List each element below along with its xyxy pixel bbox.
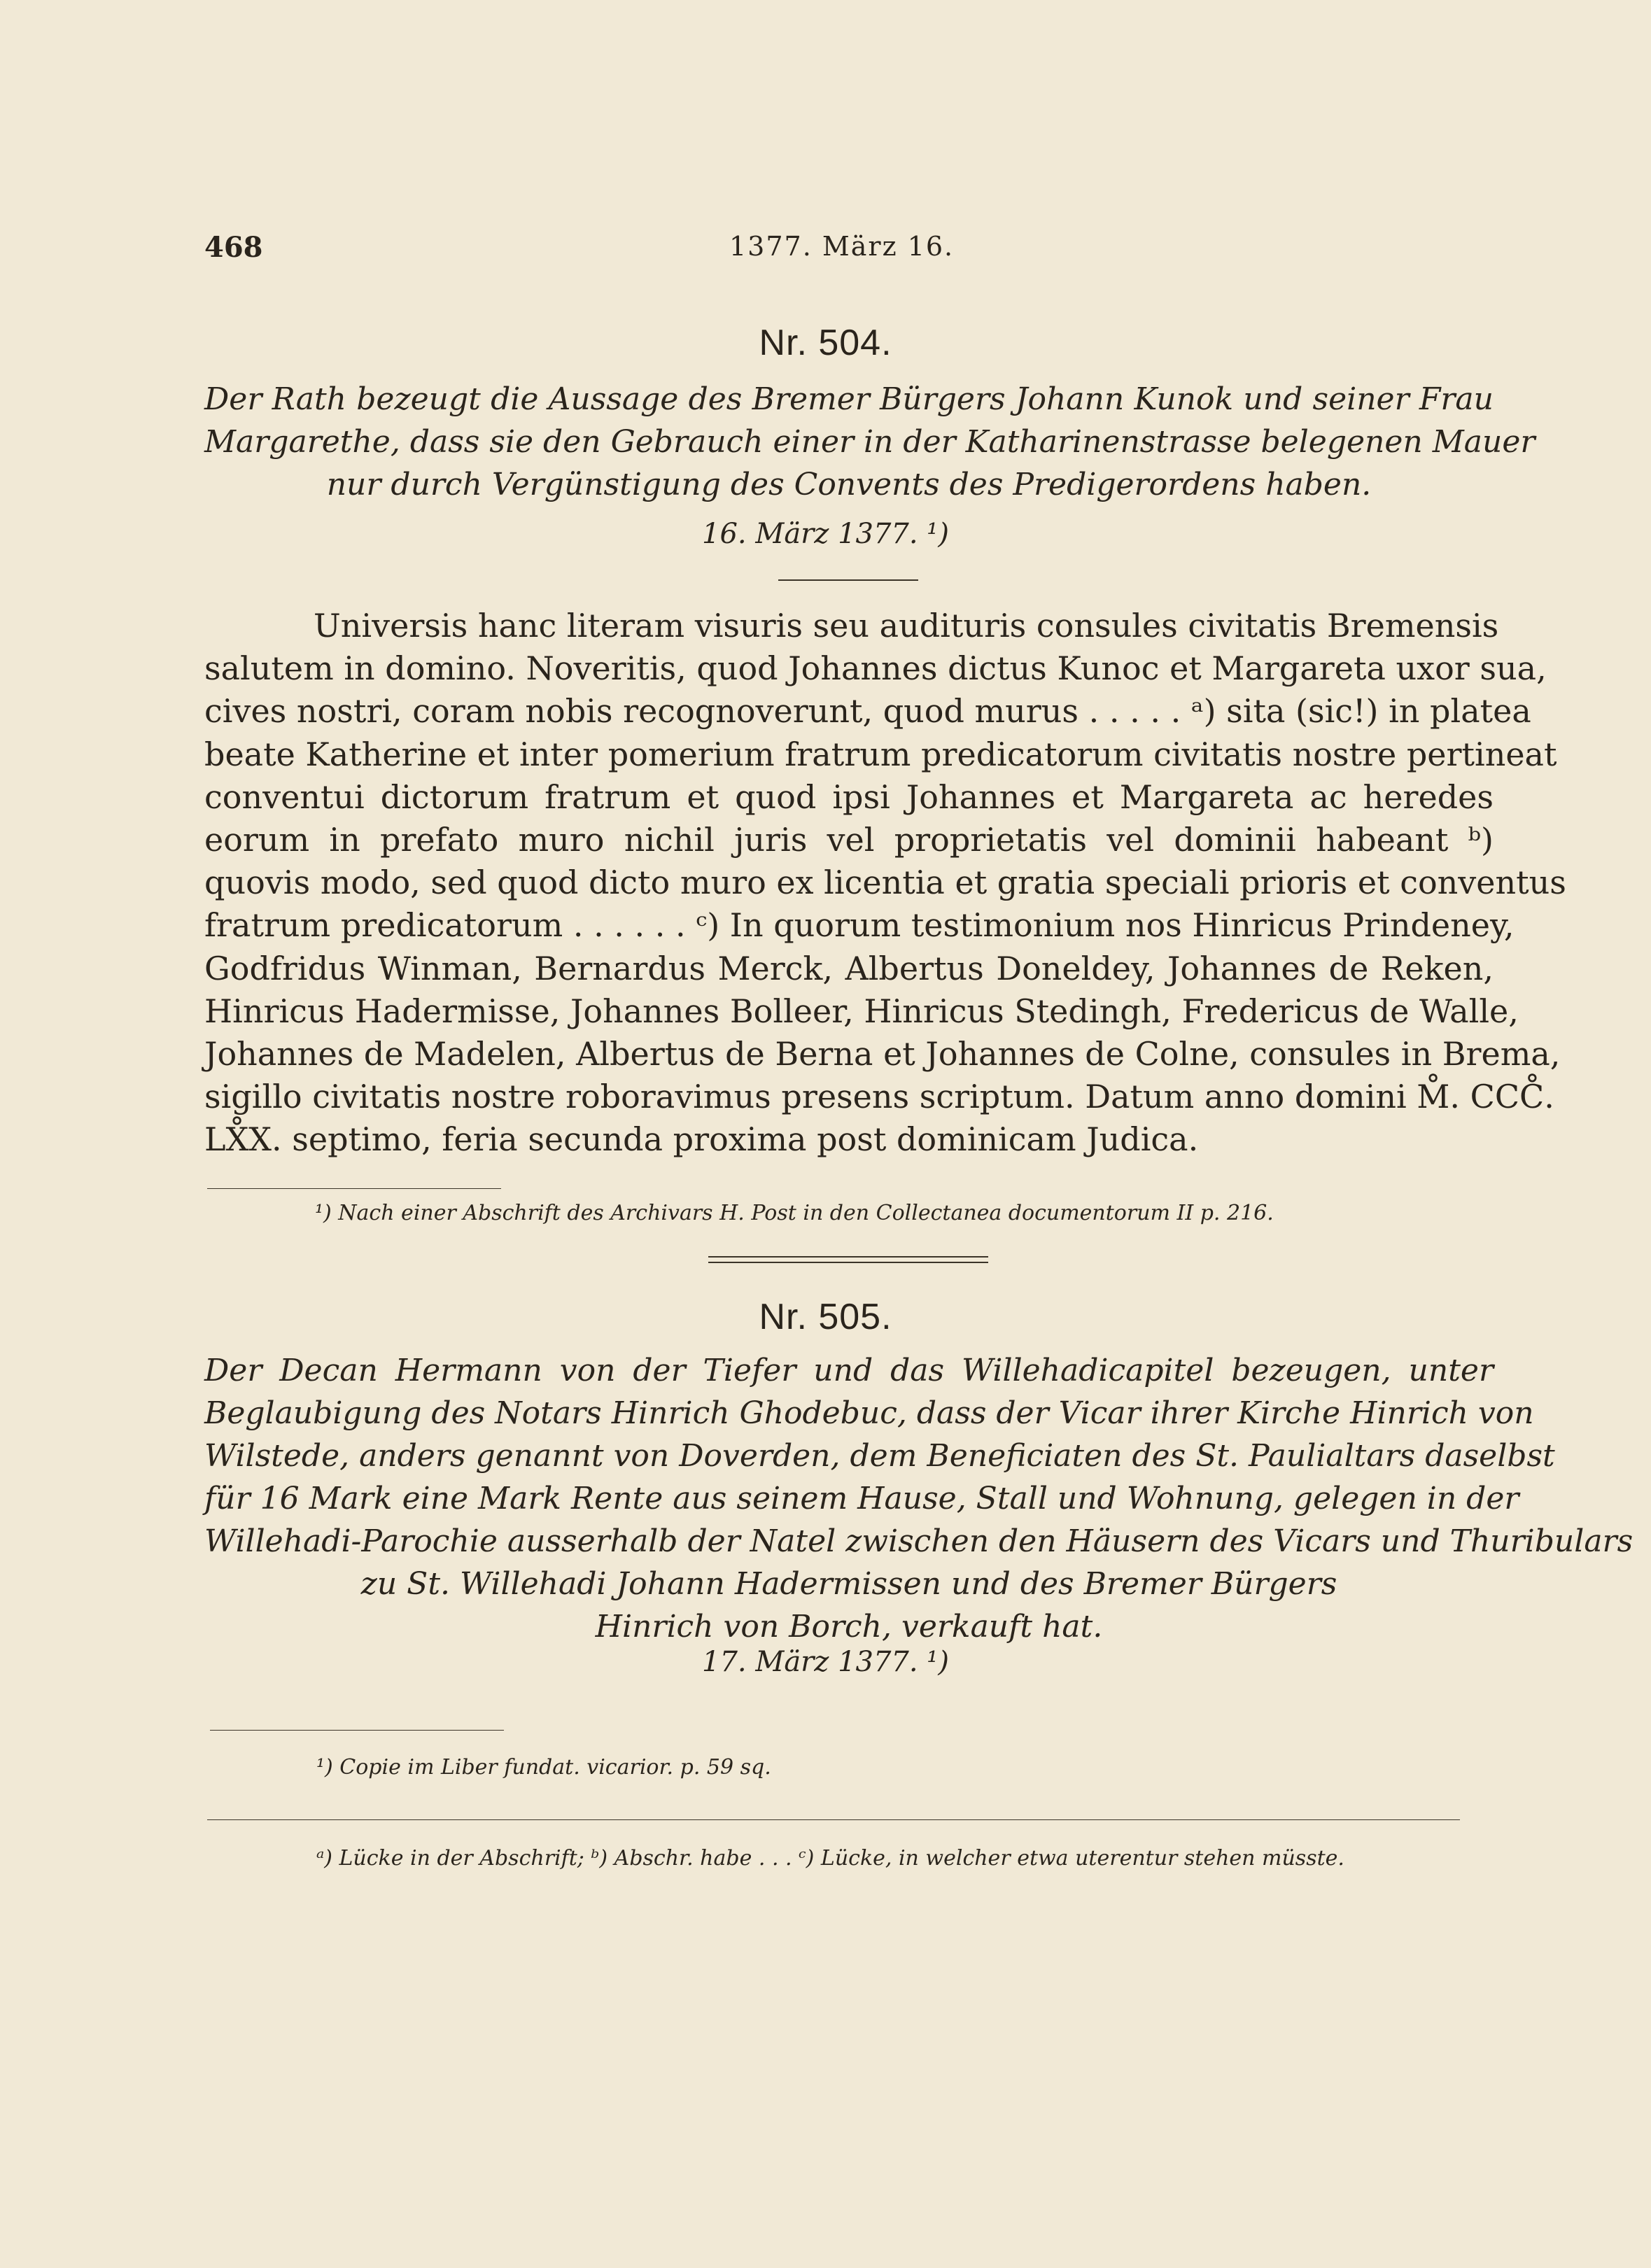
document-number-504: Nr. 504. <box>759 323 892 363</box>
regest-line: Margarethe, dass sie den Gebrauch einer in der Katharinenstrasse belegenen Mauer <box>204 424 1536 460</box>
regest-line: für 16 Mark eine Mark Rente aus seinem Hause, Stall und Wohnung, gelegen in der <box>204 1481 1519 1516</box>
text-line: cives nostri, coram nobis recognoverunt, quod murus . . . . . ᵃ) sita (sic!) in platea <box>204 692 1531 731</box>
section-rule <box>778 579 918 581</box>
regest-line: Der Decan Hermann von der Tiefer und das Willehadicapitel bezeugen, unter <box>204 1353 1494 1388</box>
page-number: 468 <box>204 231 263 264</box>
text-line: Johannes de Madelen, Albertus de Berna et Johannes de Colne, consules in Brema, <box>204 1034 1561 1073</box>
regest-line: Willehadi-Parochie ausserhalb der Natel zwischen den Häusern des Vicars und Thuribulars <box>204 1523 1634 1559</box>
date-505: 17. März 1377. ¹) <box>702 1646 949 1678</box>
text-line: Universis hanc literam visuris seu audituris consules civitatis Bremensis <box>314 607 1499 645</box>
regest-504 <box>204 378 1536 506</box>
document-number-505: Nr. 505. <box>759 1297 892 1337</box>
document-separator <box>708 1256 988 1263</box>
footnote-rule <box>210 1730 504 1731</box>
text-line: quovis modo, sed quod dicto muro ex licentia et gratia speciali prioris et conventus <box>204 864 1566 902</box>
date-504: 16. März 1377. ¹) <box>702 518 949 550</box>
regest-line: Beglaubigung des Notars Hinrich Ghodebuc, dass der Vicar ihrer Kirche Hinrich von <box>204 1395 1534 1431</box>
text-line: conventui dictorum fratrum et quod ipsi Johannes et Margareta ac heredes <box>204 777 1494 816</box>
text-line: sigillo civitatis nostre roboravimus presens scriptum. Datum anno domini M̊. CCC̊. <box>204 1078 1554 1116</box>
text-line: eorum in prefato muro nichil juris vel proprietatis vel dominii habeant ᵇ) <box>204 820 1494 859</box>
text-line: salutem in domino. Noveritis, quod Johannes dictus Kunoc et Margareta uxor sua, <box>204 649 1547 688</box>
regest-505 <box>204 1349 1634 1648</box>
regest-line: Der Rath bezeugt die Aussage des Bremer Bürgers Johann Kunok und seiner Frau <box>204 381 1494 417</box>
text-line: LX̊X. septimo, feria secunda proxima post dominicam Judica. <box>204 1120 1199 1159</box>
regest-line: Hinrich von Borch, verkauft hat. <box>595 1609 1103 1644</box>
text-line: beate Katherine et inter pomerium fratrum predicatorum civitatis nostre pertineat <box>204 735 1557 773</box>
footnote-rule <box>207 1188 501 1189</box>
footnote-504: ¹) Nach einer Abschrift des Archivars H. Post in den Collectanea documentorum II p. 216. <box>315 1201 1274 1225</box>
text-line: fratrum predicatorum . . . . . . ᶜ) In quorum testimonium nos Hinricus Prindeney, <box>204 906 1515 945</box>
charter-text-504 <box>204 605 1566 1161</box>
text-line: Hinricus Hadermisse, Johannes Bolleer, Hinricus Stedingh, Fredericus de Walle, <box>204 992 1519 1030</box>
text-line: Godfridus Winman, Bernardus Merck, Albertus Doneldey, Johannes de Reken, <box>204 949 1494 987</box>
running-title: 1377. März 16. <box>729 231 955 262</box>
variant-notes-rule <box>207 1819 1460 1820</box>
running-head <box>204 231 1457 273</box>
regest-line: nur durch Vergünstigung des Convents des Predigerordens haben. <box>326 467 1372 502</box>
regest-line: Wilstede, anders genannt von Doverden, dem Beneficiaten des St. Paulialtars daselbst <box>204 1438 1555 1474</box>
footnote-505: ¹) Copie im Liber fundat. vicarior. p. 59 sq. <box>316 1755 771 1780</box>
variant-notes: ᵃ) Lücke in der Abschrift; ᵇ) Abschr. habe . . . ᶜ) Lücke, in welcher etwa uterentur stehen müsste. <box>316 1846 1344 1871</box>
regest-line: zu St. Willehadi Johann Hadermissen und des Bremer Bürgers <box>360 1566 1337 1602</box>
